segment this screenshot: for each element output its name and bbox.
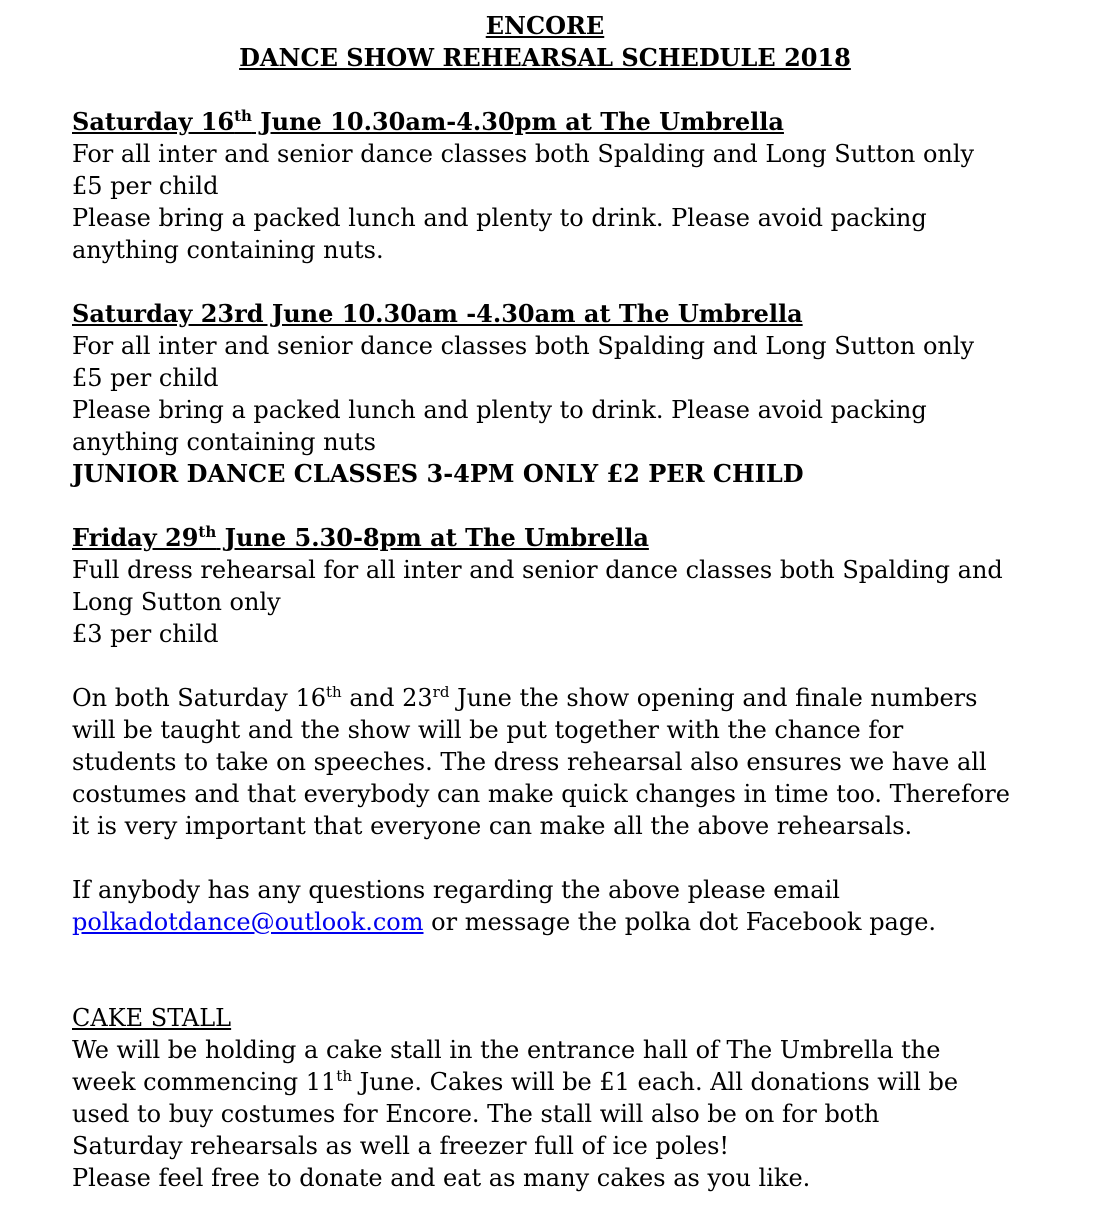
session1-classes: For all inter and senior dance classes both Spalding and Long Sutton only: [72, 140, 975, 168]
session2-heading: Saturday 23rd June 10.30am -4.30am at The Umbrella: [72, 299, 803, 328]
cake-stall-closing: Please feel free to donate and eat as many cakes as you like.: [72, 1164, 811, 1192]
session1-heading: Saturday 16th June 10.30am-4.30pm at The Umbrella: [72, 107, 784, 136]
cake-stall-heading: CAKE STALL: [72, 1004, 232, 1032]
rehearsal-info-paragraph: On both Saturday 16th and 23rd June the show opening and finale numbers will be taught and the show will be put together with the chance for students to take on speeches. The dress rehearsal also ensures we have all costumes and that everybody can make quick changes in time too. Therefore it is very important that everyone can make all the above rehearsals.: [72, 683, 1010, 840]
cake-stall-paragraph: We will be holding a cake stall in the entrance hall of The Umbrella the week commencing 11th June. Cakes will be £1 each. All donations will be used to buy costumes for Encore. The stall will also be on for both Saturday rehearsals as well a freezer full of ice poles!: [72, 1036, 959, 1160]
session3-price: £3 per child: [72, 620, 219, 648]
contact-line: [72, 906, 1032, 938]
document-title-line2: DANCE SHOW REHEARSAL SCHEDULE 2018: [239, 43, 851, 72]
session2-classes: For all inter and senior dance classes both Spalding and Long Sutton only: [72, 332, 975, 360]
session3-heading: Friday 29th June 5.30-8pm at The Umbrella: [72, 523, 649, 552]
document-title-line1: ENCORE: [485, 11, 605, 40]
contact-suffix: or message the polka dot Facebook page.: [423, 908, 937, 936]
session1-lunch-note: Please bring a packed lunch and plenty to drink. Please avoid packing anything containing nuts.: [72, 204, 927, 264]
session1-price: £5 per child: [72, 172, 219, 200]
email-link[interactable]: polkadotdance@outlook.com: [72, 908, 424, 936]
session2-price: £5 per child: [72, 364, 219, 392]
document-page: [72, 10, 1032, 1194]
questions-text: If anybody has any questions regarding the above please email: [72, 876, 840, 904]
junior-classes-note: JUNIOR DANCE CLASSES 3-4PM ONLY £2 PER CHILD: [72, 459, 804, 488]
session3-dress-rehearsal: Full dress rehearsal for all inter and senior dance classes both Spalding and Long Sutton only: [72, 556, 1003, 616]
session2-lunch-note: Please bring a packed lunch and plenty to drink. Please avoid packing anything containing nuts: [72, 396, 927, 456]
